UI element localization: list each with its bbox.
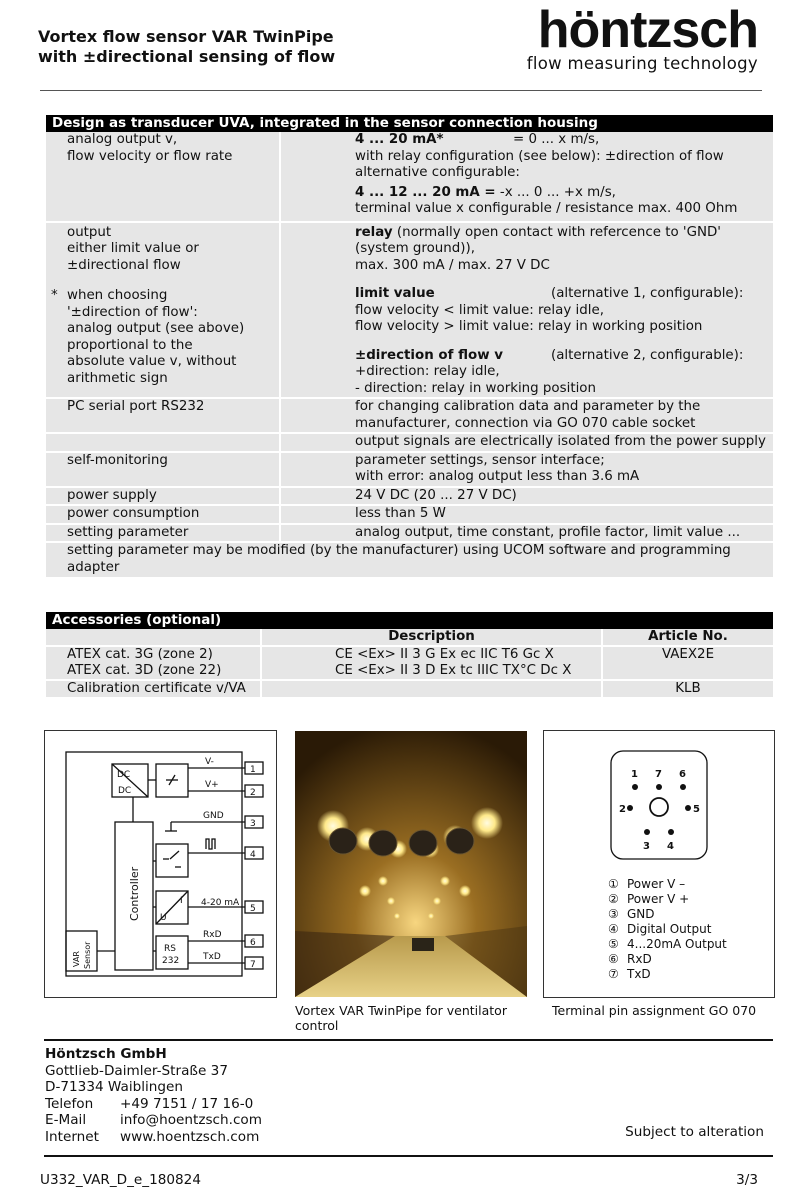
pin-legend-item bbox=[608, 952, 727, 967]
footer-divider bbox=[44, 1155, 773, 1157]
limit-value-alt: (alternative 1, configurable): bbox=[551, 286, 744, 301]
pin-legend-num: ⑥ bbox=[608, 952, 619, 966]
title-line-2: with ±directional sensing of flow bbox=[38, 47, 336, 66]
pin-legend-text: 4...20mA Output bbox=[627, 937, 727, 951]
rs232-label: 232 bbox=[162, 956, 180, 966]
analog-left-2: flow velocity or flow rate bbox=[67, 148, 233, 164]
terminal-label: V- bbox=[205, 757, 214, 767]
pin-legend-text: TxD bbox=[627, 967, 651, 981]
accessory-description: CE <Ex> II 3 D Ex tc IIIC TX°C Dc X bbox=[335, 663, 572, 678]
power-supply-value: 24 V DC (20 ... 27 V DC) bbox=[280, 487, 773, 506]
direction-label: ±direction of flow v bbox=[355, 347, 503, 363]
terminal-number: 2 bbox=[250, 788, 256, 798]
pin-number: 1 bbox=[631, 769, 638, 780]
relay-max: max. 300 mA / max. 27 V DC bbox=[355, 257, 550, 273]
pin-legend-item bbox=[608, 967, 727, 982]
footnote-2: '±direction of flow': bbox=[67, 304, 198, 320]
pin-number: 7 bbox=[655, 769, 662, 780]
accessory-article: KLB bbox=[602, 680, 773, 697]
pin-legend-num: ⑦ bbox=[608, 967, 619, 981]
self-monitoring-label: self-monitoring bbox=[46, 452, 280, 487]
company-city: D-71334 Waiblingen bbox=[45, 1079, 184, 1095]
footnote bbox=[51, 288, 279, 391]
pin-legend-item bbox=[608, 922, 727, 937]
company-street: Gottlieb-Daimler-Straße 37 bbox=[45, 1062, 228, 1079]
footnote-5: absolute value v, without bbox=[67, 354, 237, 369]
analog-range-2-value: -x ... 0 ... +x m/s, bbox=[499, 184, 616, 200]
pc-port-1: for changing calibration data and parameter by the bbox=[355, 399, 701, 414]
relay-text: (normally open contact with refercence to 'GND' bbox=[396, 224, 721, 240]
company-divider bbox=[44, 1039, 773, 1041]
footnote-3: analog output (see above) bbox=[67, 321, 245, 336]
pin-legend-item bbox=[608, 937, 727, 952]
setting-note-row bbox=[46, 542, 773, 577]
terminal-label: RxD bbox=[203, 930, 222, 940]
isolation-text: output signals are electrically isolated from the power supply bbox=[280, 433, 773, 452]
analog-output-row bbox=[46, 132, 773, 222]
tel-label: Telefon bbox=[45, 1095, 94, 1112]
i-label: I bbox=[180, 896, 183, 906]
pin-legend-item bbox=[608, 892, 727, 907]
accessories-heading: Accessories (optional) bbox=[46, 612, 773, 629]
document-code: U332_VAR_D_e_180824 bbox=[40, 1172, 201, 1188]
footnote-6: arithmetic sign bbox=[67, 370, 168, 386]
pin-legend-num: ② bbox=[608, 892, 619, 906]
terminal-label: V+ bbox=[205, 780, 219, 790]
setting-note-2: adapter bbox=[67, 559, 120, 575]
direction-alt: (alternative 2, configurable): bbox=[551, 347, 744, 363]
company-logo: höntzsch bbox=[537, 1, 758, 59]
setting-parameter-value: analog output, time constant, profile factor, limit value ... bbox=[280, 524, 773, 543]
power-supply-row bbox=[46, 487, 773, 506]
accessory-article: VAEX2E bbox=[602, 646, 773, 680]
setting-parameter-label: setting parameter bbox=[46, 524, 280, 543]
output-left-3: ±directional flow bbox=[67, 257, 181, 273]
accessory-row bbox=[46, 680, 773, 697]
accessories-table bbox=[46, 612, 773, 697]
photo-caption bbox=[295, 1003, 535, 1033]
terminal-number: 6 bbox=[250, 938, 256, 948]
pin-legend-text: Digital Output bbox=[627, 922, 712, 936]
setting-parameter-row bbox=[46, 524, 773, 543]
analog-range-2: 4 ... 12 ... 20 mA = bbox=[355, 184, 496, 200]
pin-legend-num: ① bbox=[608, 877, 619, 891]
limit-value-2: flow velocity > limit value: relay in working position bbox=[355, 319, 703, 334]
pin-number: 3 bbox=[643, 841, 650, 852]
terminal-number: 1 bbox=[250, 765, 256, 775]
power-consumption-row bbox=[46, 505, 773, 524]
footnote-star: * bbox=[51, 288, 58, 303]
design-spec-table bbox=[46, 115, 773, 577]
var-label: VAR bbox=[72, 951, 81, 967]
pc-port-label: PC serial port RS232 bbox=[46, 398, 280, 433]
pin-dot bbox=[668, 829, 674, 835]
self-monitoring-1: parameter settings, sensor interface; bbox=[355, 452, 605, 468]
terminal-number: 3 bbox=[250, 819, 256, 829]
mail-value[interactable]: info@hoentzsch.com bbox=[120, 1112, 262, 1128]
pin-legend-text: Power V – bbox=[627, 877, 686, 891]
output-left-1: output bbox=[67, 224, 112, 240]
accessory-name: ATEX cat. 3D (zone 22) bbox=[67, 663, 222, 678]
dc-label-1: DC bbox=[117, 770, 131, 780]
rs-label: RS bbox=[164, 944, 176, 954]
limit-value-label: limit value bbox=[355, 286, 435, 301]
terminal-number: 5 bbox=[250, 904, 256, 914]
power-consumption-value: less than 5 W bbox=[280, 505, 773, 524]
pin-legend-num: ④ bbox=[608, 922, 619, 936]
pin-dot bbox=[627, 805, 633, 811]
title-line-1: Vortex flow sensor VAR TwinPipe bbox=[38, 27, 334, 46]
web-label: Internet bbox=[45, 1128, 99, 1145]
direction-1: +direction: relay idle, bbox=[355, 364, 500, 379]
isolation-row bbox=[46, 433, 773, 452]
pin-number: 6 bbox=[679, 769, 686, 780]
footnote-1: when choosing bbox=[67, 288, 168, 303]
self-monitoring-row bbox=[46, 452, 773, 487]
tel-value: +49 7151 / 17 16-0 bbox=[120, 1095, 254, 1112]
controller-label: Controller bbox=[128, 866, 141, 921]
alteration-note: Subject to alteration bbox=[625, 1124, 764, 1140]
analog-left-1: analog output v, bbox=[67, 132, 178, 147]
terminal-label: 4-20 mA bbox=[201, 898, 240, 908]
power-supply-label: power supply bbox=[46, 487, 280, 506]
pin-legend-text: RxD bbox=[627, 952, 652, 966]
pin-caption: Terminal pin assignment GO 070 bbox=[552, 1003, 757, 1018]
pin-assignment-box bbox=[543, 730, 775, 998]
analog-relay-config: with relay configuration (see below): ±direction of flow bbox=[355, 148, 724, 164]
accessory-name: ATEX cat. 3G (zone 2) bbox=[67, 647, 213, 662]
analog-range-1: 4 ... 20 mA* bbox=[355, 132, 444, 147]
pin-dot bbox=[656, 784, 662, 790]
company-tagline: flow measuring technology bbox=[526, 54, 758, 73]
terminal-label: TxD bbox=[203, 952, 221, 962]
wiring-diagram-box bbox=[44, 730, 277, 998]
pin-number: 5 bbox=[693, 804, 700, 815]
pc-port-2: manufacturer, connection via GO 070 cable socket bbox=[355, 415, 696, 431]
pin-legend-text: GND bbox=[627, 907, 655, 921]
col-article-no: Article No. bbox=[602, 629, 773, 646]
analog-range-1-value: = 0 ... x m/s, bbox=[513, 132, 600, 147]
wiring-diagram bbox=[45, 731, 276, 997]
pin-number: 4 bbox=[667, 841, 674, 852]
pin-dot bbox=[632, 784, 638, 790]
limit-value-1: flow velocity < limit value: relay idle, bbox=[355, 302, 604, 318]
col-description: Description bbox=[261, 629, 602, 646]
accessory-description: CE <Ex> II 3 G Ex ec IIC T6 Gc X bbox=[335, 647, 554, 662]
terminal-number: 7 bbox=[250, 960, 256, 970]
connector-pinout bbox=[544, 731, 774, 871]
accessory-row bbox=[46, 646, 773, 680]
relay-output-row bbox=[46, 222, 773, 399]
accessory-name: Calibration certificate v/VA bbox=[46, 680, 261, 697]
pin-dot bbox=[685, 805, 691, 811]
company-address bbox=[45, 1046, 262, 1145]
power-consumption-label: power consumption bbox=[46, 505, 280, 524]
mail-label: E-Mail bbox=[45, 1112, 87, 1128]
tunnel-photo bbox=[295, 731, 527, 997]
terminal-number: 4 bbox=[250, 850, 256, 860]
output-left-2: either limit value or bbox=[67, 241, 199, 256]
pin-legend-item bbox=[608, 877, 727, 892]
direction-2: - direction: relay in working position bbox=[355, 380, 596, 396]
pin-legend-item bbox=[608, 907, 727, 922]
pin-number: 2 bbox=[619, 804, 626, 815]
photo-caption-1: Vortex VAR TwinPipe for ventilator bbox=[295, 1003, 507, 1018]
design-section-heading: Design as transducer UVA, integrated in the sensor connection housing bbox=[46, 115, 773, 132]
analog-alternative: alternative configurable: bbox=[355, 165, 520, 180]
u-label: U bbox=[160, 913, 167, 923]
dc-label-2: DC bbox=[118, 786, 132, 796]
header-divider bbox=[40, 90, 762, 91]
page-number: 3/3 bbox=[736, 1172, 758, 1188]
relay-ground: (system ground)), bbox=[355, 241, 475, 256]
document-title bbox=[38, 27, 335, 67]
sensor-label: Sensor bbox=[83, 941, 92, 969]
setting-note-1: setting parameter may be modified (by the manufacturer) using UCOM software and programming bbox=[67, 543, 731, 558]
pin-legend-num: ⑤ bbox=[608, 937, 619, 951]
relay-label: relay bbox=[355, 224, 393, 240]
pc-port-row bbox=[46, 398, 773, 433]
photo-caption-2: control bbox=[295, 1018, 339, 1033]
pin-dot bbox=[644, 829, 650, 835]
pin-dot bbox=[680, 784, 686, 790]
web-value[interactable]: www.hoentzsch.com bbox=[120, 1128, 260, 1145]
self-monitoring-2: with error: analog output less than 3.6 mA bbox=[355, 469, 640, 484]
footnote-4: proportional to the bbox=[67, 337, 193, 353]
company-name: Höntzsch GmbH bbox=[45, 1046, 167, 1062]
pin-legend bbox=[608, 877, 727, 982]
pin-legend-num: ③ bbox=[608, 907, 619, 921]
pin-legend-text: Power V + bbox=[627, 892, 690, 906]
analog-terminal: terminal value x configurable / resistance max. 400 Ohm bbox=[355, 201, 738, 216]
terminal-label: GND bbox=[203, 811, 224, 821]
